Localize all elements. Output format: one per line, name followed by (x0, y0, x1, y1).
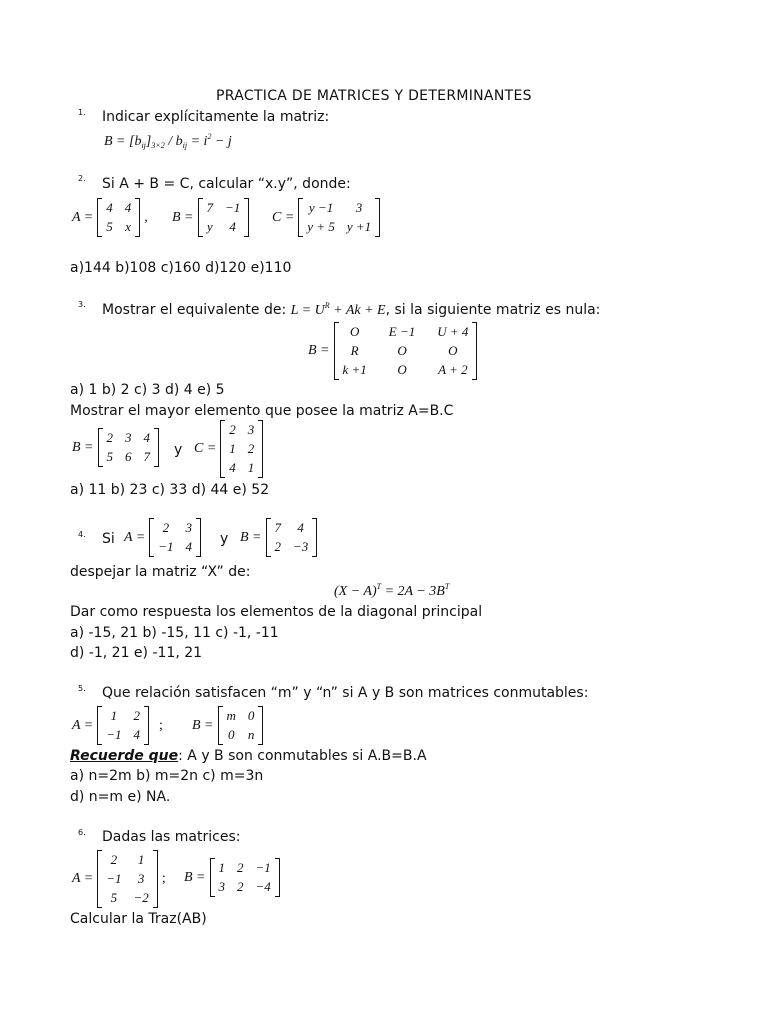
matrix-4-B: B = 7 4 2 −3 (240, 518, 317, 557)
problem-4-number: 4. (78, 530, 86, 539)
matrix-6-B: B = 1 2 −1 3 2 −4 (184, 858, 280, 897)
matrix-2-B: B = 7 −1 y 4 (172, 198, 249, 237)
problem-2-text: Si A + B = C, calcular “x.y”, donde: (102, 176, 351, 192)
problem-6-text2: Calcular la Traz(AB) (70, 911, 207, 927)
problem-1-text: Indicar explícitamente la matriz: (102, 109, 330, 125)
matrix-2-A: A = 4 4 5 x , (72, 198, 148, 237)
matrix-3b-C: C = 2 3 1 2 4 1 (194, 420, 263, 478)
problem-3-text: Mostrar el equivalente de: $L = U^R + Ak + E$, si la siguiente matriz es nula: (102, 301, 601, 318)
matrix-6-A: A = 2 1 −1 3 5 −2 ; (72, 850, 166, 908)
problem-1-number: 1. (78, 108, 86, 117)
problem-2-number: 2. (78, 174, 86, 183)
problem-3b-options: a) 11 b) 23 c) 33 d) 44 e) 52 (70, 482, 270, 498)
problem-3-number: 3. (78, 300, 86, 309)
problem-6-text: Dadas las matrices: (102, 829, 241, 845)
problem-3-formula: $L = U^R + Ak + E$ (290, 301, 386, 318)
matrix-3-B: B = O E −1 U + 4 R O O k +1 O A + 2 (308, 322, 477, 380)
problem-6-number: 6. (78, 828, 86, 837)
problem-5-options-2: d) n=m e) NA. (70, 789, 171, 805)
problem-5-number: 5. (78, 684, 86, 693)
matrix-4-A: A = 2 3 −1 4 (124, 518, 201, 557)
matrix-5-B: B = m 0 0 n (192, 706, 263, 745)
problem-3b-text: Mostrar el mayor elemento que posee la matriz A=B.C (70, 403, 454, 419)
problem-3-options: a) 1 b) 2 c) 3 d) 4 e) 5 (70, 382, 225, 398)
problem-4-conj: y (220, 531, 229, 547)
problem-4-options-2: d) -1, 21 e) -11, 21 (70, 645, 203, 661)
problem-5-recuerde: Recuerde que: A y B son conmutables si A.B=B.A (70, 748, 427, 764)
problem-4-options-1: a) -15, 21 b) -15, 11 c) -1, -11 (70, 625, 279, 641)
problem-5-text: Que relación satisfacen “m” y “n” si A y B son matrices conmutables: (102, 685, 589, 701)
problem-3b-conj: y (174, 442, 183, 458)
problem-1-formula: $B = [b_{ij}]_{3\times 2} / b_{ij} = i^2 - j$ (104, 132, 232, 150)
problem-2-options: a)144 b)108 c)160 d)120 e)110 (70, 260, 292, 276)
matrix-2-C: C = y −1 3 y + 5 y +1 (272, 198, 380, 237)
matrix-3b-B: B = 2 3 4 5 6 7 (72, 428, 159, 467)
page-title: PRACTICA DE MATRICES Y DETERMINANTES (216, 88, 532, 104)
matrix-5-A: A = 1 2 −1 4 ; (72, 706, 163, 745)
problem-4-equation: $(X - A)^T = 2A - 3B^T$ (334, 582, 450, 599)
recuerde-label: Recuerde que (70, 748, 179, 764)
problem-4-si: Si (102, 531, 115, 547)
problem-4-text: despejar la matriz “X” de: (70, 564, 251, 580)
problem-4-text2: Dar como respuesta los elementos de la diagonal principal (70, 604, 483, 620)
problem-5-options-1: a) n=2m b) m=2n c) m=3n (70, 768, 264, 784)
